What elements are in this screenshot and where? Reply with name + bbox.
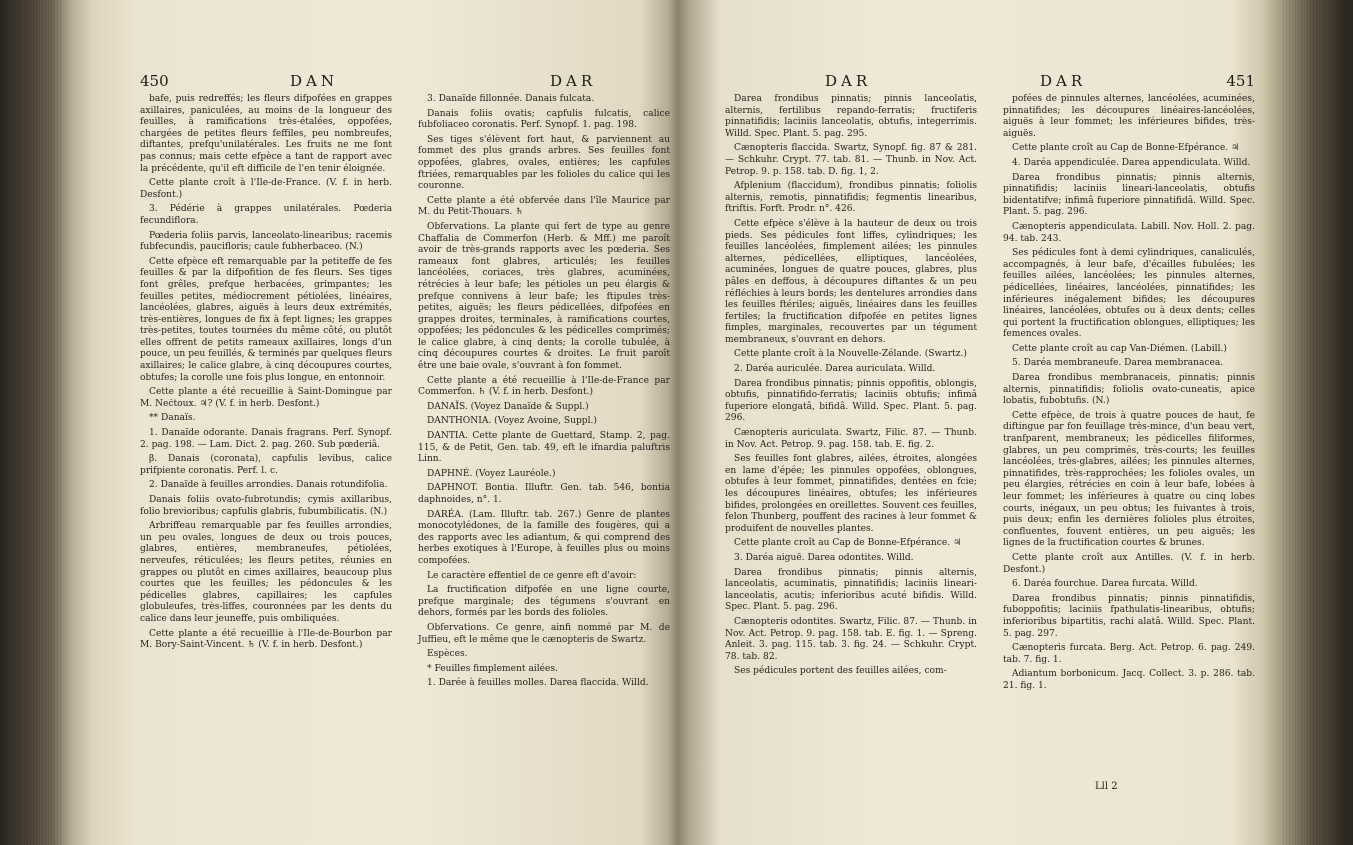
- right-page-edges: [1283, 0, 1353, 845]
- paragraph: Darea frondibus membranaceis, pinnatis; pinnis alternis, pinnatifidis; foliolis ovato-cuneatis, apice lobatis, fubobtufis. (N.): [1003, 373, 1255, 407]
- signature-mark: Lll 2: [1095, 781, 1118, 792]
- paragraph: Arbriffeau remarquable par fes feuilles arrondies, un peu ovales, longues de deux ou trois pouces, glabres, entières, membraneufes, pétiolées, nerveufes, réticulées; les fleurs petites, réunies en grappes ou plutôt en cimes axillaires, beaucoup plus courtes que les feuilles; les pédoncules & les pédicelles glabres, capillaires; les capfules globuleufes, très-liffes, couronnées par les dents du calice dans leur jeuneffe, puis ombiliquées.: [140, 521, 392, 624]
- paragraph: Cænopteris auriculata. Swartz, Filic. 87. — Thunb. in Nov. Act. Petrop. 9. pag. 158. tab. E. fig. 2.: [725, 428, 977, 450]
- paragraph: Pœderia foliis parvis, lanceolato-linearibus; racemis fubfecundis, paucifloris; caule fubherbaceo. (N.): [140, 230, 392, 253]
- paragraph: * Feuilles fimplement ailées.: [427, 663, 558, 674]
- paragraph: Obfervations. Ce genre, ainfi nommé par M. de Juffieu, eft le même que le cænopteris de Swartz.: [418, 622, 670, 645]
- paragraph: Cette plante croît aux Antilles. (V. f. in herb. Desfont.): [1003, 552, 1255, 575]
- paragraph: Cænopteris furcata. Berg. Act. Petrop. 6. pag. 249. tab. 7. fig. 1.: [1003, 643, 1255, 665]
- right-column-1: [725, 94, 977, 696]
- paragraph: 1. Danaïde odorante. Danais fragrans. Perf. Synopf. 2. pag. 198. — Lam. Dict. 2. pag. 260. Sub pœderiâ.: [140, 428, 392, 450]
- right-column-2: [1003, 94, 1255, 696]
- paragraph: DANTHONIA. (Voyez Avoine, Suppl.): [427, 416, 597, 427]
- right-page-number: 451: [1226, 72, 1255, 90]
- paragraph: DAPHNÉ. (Voyez Lauréole.): [427, 468, 556, 479]
- left-running-head: [140, 58, 670, 94]
- paragraph: Cette plante croît au cap Van-Diémen. (Labill.): [1012, 343, 1227, 354]
- left-column-1: [140, 94, 392, 693]
- paragraph: Cænopteris flaccida. Swartz, Synopf. fig. 87 & 281. — Schkuhr. Crypt. 77. tab. 81. — Thunb. in Nov. Act. Petrop. 9. p. 158. tab. D. fig. 1, 2.: [725, 143, 977, 177]
- paragraph: Darea frondibus pinnatis; pinnis pinnatifidis, fuboppofitis; laciniis fpathulatis-linearibus, obtufis; inferioribus bipartitis, rachi alatâ. Willd. Spec. Plant. 5. pag. 297.: [1003, 593, 1255, 639]
- paragraph: 5. Daréa membraneufe. Darea membranacea.: [1012, 358, 1224, 369]
- paragraph: Cette plante croît au Cap de Bonne-Efpérance. ♃: [1012, 143, 1240, 154]
- paragraph: Ses pédicules font à demi cylindriques, canaliculés, accompagnés, à leur bafe, d'écailles fubulées; les feuilles ailées, lancéolées; les pinnules alternes, pédicellées, linéaires, lancéolées, pinnatifides; les inférieures inégalement bifides; les découpures linéaires, lancéolées, obtufes ou à deux dents; celles qui portent la fructification oblongues, elliptiques; les femences ovales.: [1003, 248, 1255, 340]
- paragraph: Cette plante a été recueillie à Saint-Domingue par M. Neċtoux. ♃? (V. f. in herb. Desfont.): [140, 387, 392, 409]
- paragraph: Cette efpèce, de trois à quatre pouces de haut, fe diftingue par fon feuillage très-mince, d'un beau vert, tranfparent, membraneux; les pédicelles filiformes, glabres, un peu comprimés, très-courts; les feuilles lancéolées, très-glabres, ailées; les pinnules alternes, pinnatifides, très-rapprochées; les folioles ovales, un peu élargies, rétrécies en coin à leur bafe, lobées à leur fommet; les inférieures à quatre ou cinq lobes courts, inégaux, un peu obtus; les fuivantes à trois, puis deux; enfin les dernières folioles plus étroites, confluentes, fouvent entières, un peu aiguës; les lignes de la fructification courtes & brunes.: [1003, 410, 1255, 549]
- left-headword-b: DAR: [550, 72, 597, 90]
- paragraph: 2. Danaïde à feuilles arrondies. Danais rotundifolia.: [149, 480, 388, 491]
- paragraph: Cænopteris odontites. Swartz, Filic. 87. — Thunb. in Nov. Act. Petrop. 9. pag. 158. tab. E. fig. 1. — Spreng. Anleit. 3. pag. 115. tab. 3. fig. 24. — Schkuhr. Crypt. 78. tab. 82.: [725, 616, 977, 662]
- paragraph: Cænopteris appendiculata. Labill. Nov. Holl. 2. pag. 94. tab. 243.: [1003, 221, 1255, 244]
- paragraph: Cette plante croît à la Nouvelle-Zélande. (Swartz.): [734, 349, 967, 360]
- paragraph: Darea frondibus pinnatis; pinnis oppofitis, oblongis, obtufis, pinnatifido-ferratis; laciniis obtufis; infimâ fuperiore elongatâ, bifidâ. Willd. Spec. Plant. 5. pag. 296.: [725, 378, 977, 424]
- paragraph: Espèces.: [427, 649, 468, 660]
- paragraph: Danais foliis ovato-fubrotundis; cymis axillaribus, folio brevioribus; capfulis glabris, fubumbilicatis. (N.): [140, 495, 392, 517]
- paragraph: La fructification difpofée en une ligne courte, prefque marginale; des tégumens s'ouvrant en dehors, formés par les bords des folioles.: [418, 585, 670, 619]
- paragraph: 3. Danaïde fillonnée. Danais fulcata.: [427, 94, 595, 104]
- paragraph: Ses pédicules portent des feuilles ailées, com-: [734, 666, 947, 677]
- paragraph: DARÉA. (Lam. Illuftr. tab. 267.) Genre de plantes monocotylédones, de la famille des fougères, qui a des rapports avec les adiantum, & qui comprend des herbes exotiques à l'Europe, à feuilles plus ou moins compofées.: [418, 509, 670, 566]
- paragraph: DANAÏS. (Voyez Danaïde & Suppl.): [427, 401, 589, 412]
- paragraph: Cette plante a été recueillie à l'Ile-de-France par Commerfon. ♄ (V. f. in herb. Desfont.): [418, 375, 670, 398]
- paragraph: Darea frondibus pinnatis; pinnis alternis, pinnatifidis; laciniis lineari-lanceolatis, obtufis bidentatifve; infimâ fuperiore pinnatifidâ. Willd. Spec. Plant. 5. pag. 296.: [1003, 172, 1255, 218]
- paragraph: 6. Daréa fourchue. Darea furcata. Willd.: [1012, 579, 1198, 590]
- right-page: [725, 58, 1255, 798]
- paragraph: Darea frondibus pinnatis; pinnis lanceolatis, alternis, fertilibus repando-ferratis; fructiferis pinnatifidis; laciniis lanceolatis, obtufis, integerrimis. Willd. Spec. Plant. 5. pag. 295.: [725, 94, 977, 139]
- paragraph: ** Danaïs.: [149, 413, 196, 424]
- paragraph: β. Danais (coronata), capfulis levibus, calice prifpiente coronatis. Perf. l. c.: [140, 454, 392, 476]
- paragraph: pofées de pinnules alternes, lancéolées, acuminées, pinnatifides; les découpures linéaires-lancéolées, aiguës à leur fommet; les inférieures bifides, très-aiguës.: [1003, 94, 1255, 139]
- left-page-number: 450: [140, 72, 169, 90]
- paragraph: Obfervations. La plante qui fert de type au genre Chaffalia de Commerfon (Herb. & Mff.) me paroît avoir de très-grands rapports avec les pœderia. Ses rameaux font glabres, articulés; les feuilles lancéolées, coriaces, très glabres, acuminées, rétrécies à leur bafe; les pétioles un peu élargis & prefque connivens à leur bafe; les ftipules très-petites, aiguës; les fleurs pédicellées, difpofées en grappes droites, terminales, à ramifications courtes, oppofées; les pédoncules & les pédicelles comprimés; le calice glabre, à cinq dents; la corolle tubulée, à cinq découpures courtes & droites. Le fruit paroît être une baie ovale, s'ouvrant à fon fommet.: [418, 221, 670, 372]
- paragraph: Cette plante a été obfervée dans l'île Maurice par M. du Petit-Thouars. ♄: [418, 195, 670, 218]
- paragraph: bafe, puis redreffés; les fleurs difpofées en grappes axillaires, paniculées, au moins de la longueur des feuilles, à ramifications très-étalées, oppofées, chargées de petites fleurs feffiles, peu nombreufes, diftantes, prefqu'unilatérales. Les fruits ne me font pas connus; mais cette efpèce a tant de rapport avec la précédente, qu'il eft difficile de l'en tenir éloignée.: [140, 94, 392, 174]
- left-column-2: [418, 94, 670, 693]
- paragraph: Danais foliis ovatis; capfulis fulcatis, calice fubfoliaceo coronatis. Perf. Synopf. 1. pag. 198.: [418, 108, 670, 131]
- left-page: [140, 58, 670, 798]
- paragraph: Ses tiges s'élèvent fort haut, & parviennent au fommet des plus grands arbres. Ses feuilles font oppofées, glabres, ovales, entières; les capfules ftriées, remarquables par les folioles du calice qui les couronne.: [418, 134, 670, 192]
- left-headword-a: DAN: [290, 72, 338, 90]
- paragraph: Darea frondibus pinnatis; pinnis alternis, lanceolatis, acuminatis, pinnatifidis; laciniis lineari-lanceolatis, acutis; inferioribus acuté bifidis. Willd. Spec. Plant. 5. pag. 296.: [725, 567, 977, 613]
- paragraph: Le caractère effentiel de ce genre eft d'avoir:: [427, 570, 637, 581]
- right-headword-a: DAR: [825, 72, 872, 90]
- paragraph: Cette efpèce s'élève à la hauteur de deux ou trois pieds. Ses pédicules font liffes, cylindriques; les feuilles lancéolées, fimplement ailées; les pinnules alternes, pédicellées, elliptiques, lancéolées, acuminées, longues de quatre pouces, glabres, plus pâles en deffous, à découpures diftantes & un peu réfléchies à leurs bords; les dentelures arrondies dans les feuilles ftériles; aiguës, linéaires dans les feuilles fertiles; la fructification difpofée en petites lignes fimples, marginales, recouvertes par un tégument membraneux, s'ouvrant en dehors.: [725, 218, 977, 345]
- paragraph: Adiantum borbonicum. Jacq. Collect. 3. p. 286. tab. 21. fig. 1.: [1003, 669, 1255, 691]
- paragraph: Afplenium (flaccidum), frondibus pinnatis; foliolis alternis, remotis, pinnatifidis; fegmentis linearibus, ftriftis. Forft. Prodr. n°. 426.: [725, 181, 977, 215]
- right-running-head: [725, 58, 1255, 94]
- paragraph: DANTIA. Cette plante de Guettard, Stamp. 2, pag. 115, & de Petit, Gen. tab. 49, eft le ifnardia paluftris Linn.: [418, 431, 670, 465]
- paragraph: Cette plante croît au Cap de Bonne-Efpérance. ♃: [734, 538, 962, 549]
- paragraph: Ses feuilles font glabres, ailées, étroites, alongées en lame d'épée; les pinnules oppofées, oblongues, obtufes à leur fommet, pinnatifides, dentées en fcie; les découpures linéaires, obtufes; les inférieures bifides, prolongées en oreillettes. Souvent ces feuilles, felon Thunberg, pouffent des racines à leur fommet & produifent de nouvelles plantes.: [725, 454, 977, 534]
- paragraph: DAPHNOT. Bontia. Illuftr. Gen. tab. 546, bontia daphnoides, n°. 1.: [418, 483, 670, 505]
- paragraph: 4. Daréa appendiculée. Darea appendiculata. Willd.: [1012, 157, 1251, 168]
- paragraph: 3. Daréa aiguë. Darea odontites. Willd.: [734, 552, 914, 563]
- right-headword-b: DAR: [1040, 72, 1087, 90]
- left-page-edges: [0, 0, 62, 845]
- paragraph: Cette plante a été recueillie à l'Ile-de-Bourbon par M. Bory-Saint-Vincent. ♄ (V. f. in herb. Desfont.): [140, 628, 392, 651]
- paragraph: Cette plante croît à l'Ile-de-France. (V. f. in herb. Desfont.): [140, 178, 392, 200]
- paragraph: 3. Pédérie à grappes unilatérales. Pœderia fecundiflora.: [140, 204, 392, 226]
- paragraph: 1. Darée à feuilles molles. Darea flaccida. Willd.: [427, 678, 649, 689]
- paragraph: 2. Daréa auriculée. Darea auriculata. Willd.: [734, 364, 936, 375]
- paragraph: Cette efpèce eft remarquable par la petiteffe de fes feuilles & par la difpofition de fes fleurs. Ses tiges font grêles, prefque herbacées, grimpantes; les feuilles petites, médiocrement pétiolées, linéaires, lancéolées, glabres, aiguës à leurs deux extrémités, très-entières, longues de fix à fept lignes; les grappes très-petites, toutes tournées du même côté, ou plutôt elles offrent de petits rameaux axillaires, longs d'un pouce, un peu feuillés, & terminés par quelques fleurs axillaires; le calice glabre, à cinq découpures courtes, obtufes; la corolle une fois plus longue, en entonnoir.: [140, 256, 392, 383]
